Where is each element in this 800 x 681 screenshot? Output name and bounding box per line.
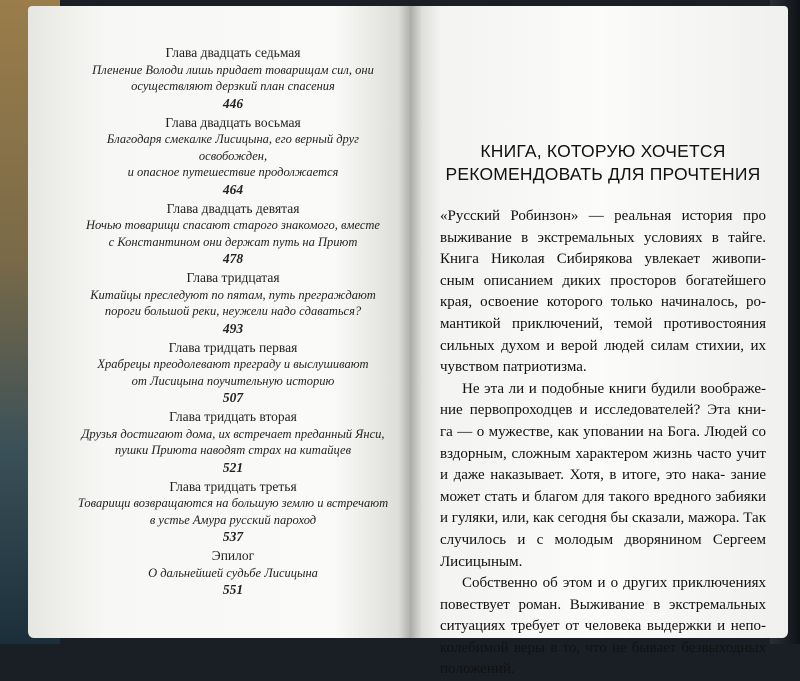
toc-chapter-summary: и опасное путешествие продолжается — [127, 165, 339, 179]
toc-entry — [72, 408, 394, 476]
text-line: сным описанием диких просторов богатейшего — [440, 272, 766, 289]
toc-chapter-title: Глава двадцать девятая — [166, 200, 300, 216]
toc-page-number: 537 — [222, 529, 244, 544]
text-line: выживание в экстремальных условиях в тайге. — [440, 229, 766, 246]
text-line: сильных духом и верой людей силам стихии, их — [440, 337, 766, 354]
toc-chapter-summary: Китайцы преследуют по пятам, путь преграждают — [90, 287, 376, 302]
text-line: со вздорным, сложным характером жизнь часто — [440, 423, 767, 462]
toc-chapter-title: Глава тридцатая — [186, 270, 280, 285]
section-heading — [440, 140, 766, 186]
toc-entry — [72, 478, 394, 546]
recommendation-section — [440, 140, 766, 681]
text-line: ситуациях требует от человека выдержки и непо- — [440, 618, 766, 635]
toc-entry — [72, 339, 394, 407]
text-line: Книга Николая Сибирякова увлекает живопи- — [440, 251, 766, 268]
text-line: га — о мужестве, как уповании на Бога. Людей — [440, 423, 748, 440]
toc-page-number: 464 — [222, 181, 244, 197]
toc-chapter-summary: осуществляют дерзкий план спасения — [131, 79, 335, 93]
text-line: мажора. Так случилось и с молодым дворянином — [440, 510, 767, 548]
toc-chapter-title: Глава тридцать первая — [168, 339, 298, 355]
text-line: зание может стать и благом для такого вредного — [440, 467, 766, 505]
text-line: повествует роман. Выживание в экстремальных — [440, 596, 766, 613]
text-line: забияки и гуляки, или, как сегодня бы сказали, — [440, 488, 767, 527]
toc-page-number: 478 — [222, 251, 244, 266]
toc-chapter-summary: с Константином они держат путь на Приют — [108, 234, 358, 249]
toc-entry — [72, 200, 394, 268]
toc-page-number: 493 — [222, 320, 244, 336]
toc-page-number: 507 — [222, 390, 244, 405]
text-line: положений. — [440, 661, 515, 678]
toc-chapter-title: Глава двадцать восьмая — [165, 114, 301, 130]
text-line: Собственно об этом и о других приключениях — [462, 575, 766, 592]
toc-chapter-summary: от Лисицына поучительную историю — [131, 373, 335, 388]
toc-entry — [72, 269, 394, 337]
text-line: Сергеем Лисицыным. — [440, 531, 767, 570]
toc-page-number: 446 — [222, 95, 244, 111]
toc-page-number: 521 — [222, 459, 244, 475]
toc-page-number: 551 — [222, 582, 244, 597]
text-line: Не эта ли и подобные книги будили воображе- — [462, 380, 766, 397]
text-line: чувством патриотизма. — [440, 359, 587, 376]
text-line: края, освоение которого только начиналось, ро- — [440, 294, 766, 311]
toc-chapter-summary: Ночью товарищи спасают старого знакомого, вместе — [86, 218, 380, 232]
heading-line: КНИГА, КОТОРУЮ ХОЧЕТСЯ — [480, 141, 726, 161]
toc-chapter-title: Глава тридцать третья — [169, 478, 297, 494]
paragraph — [440, 379, 766, 573]
text-line: ние первопроходцев и исследователей? Эта кни- — [440, 402, 766, 419]
toc-chapter-summary: пороги большой реки, неужели надо сдаваться? — [104, 304, 362, 318]
toc-chapter-title: Глава тридцать вторая — [169, 409, 297, 424]
text-line: учит и даже наказывает. Хотя, в итоге, это нака- — [440, 445, 766, 484]
text-line: колебимой веры в то, что не бывает безвыходных — [440, 639, 766, 656]
text-line: мантикой приключений, темой противостояния — [440, 315, 766, 332]
toc-chapter-summary: в устье Амура русский пароход — [149, 512, 317, 527]
body-text — [440, 206, 766, 681]
text-line: «Русский Робинзон» — реальная история про — [440, 208, 766, 224]
toc-chapter-summary: Храбрецы преодолевают преграду и выслушивают — [97, 357, 369, 371]
toc-chapter-summary: Товарищи возвращаются на большую землю и встречают — [77, 496, 389, 510]
toc-chapter-summary: Благодаря смекалке Лисицына, его верный друг освобожден, — [106, 132, 360, 163]
paragraph — [440, 573, 766, 681]
toc-entry — [72, 114, 394, 198]
paragraph — [440, 206, 766, 379]
toc-chapter-summary: Пленение Володи лишь придает товарищам сил, они — [92, 62, 374, 77]
heading-line: РЕКОМЕНДОВАТЬ ДЛЯ ПРОЧТЕНИЯ — [445, 164, 761, 184]
toc-chapter-summary: пушки Приюта наводят страх на китайцев — [114, 443, 352, 457]
table-of-contents — [72, 44, 394, 600]
toc-chapter-title: Эпилог — [211, 548, 255, 563]
toc-entry — [72, 547, 394, 598]
toc-chapter-title: Глава двадцать седьмая — [165, 45, 301, 60]
toc-chapter-summary: Друзья достигают дома, их встречает преданный Янси, — [81, 426, 385, 441]
book-gutter — [398, 6, 422, 638]
toc-chapter-summary: О дальнейшей судьбе Лисицына — [148, 565, 318, 580]
toc-entry — [72, 44, 394, 112]
